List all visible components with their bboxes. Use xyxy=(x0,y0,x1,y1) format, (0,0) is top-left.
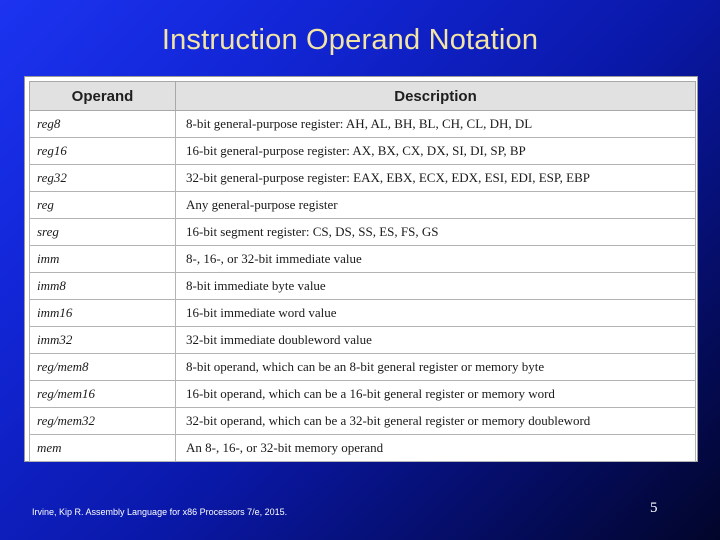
operand-cell: reg xyxy=(30,192,176,219)
table-row xyxy=(30,192,696,219)
description-cell: 32-bit immediate doubleword value xyxy=(176,327,696,354)
table-row xyxy=(30,408,696,435)
description-cell: An 8-, 16-, or 32-bit memory operand xyxy=(176,435,696,462)
operand-cell: mem xyxy=(30,435,176,462)
description-cell: 8-, 16-, or 32-bit immediate value xyxy=(176,246,696,273)
table-row xyxy=(30,111,696,138)
operand-notation-table xyxy=(29,81,696,462)
description-cell: 16-bit segment register: CS, DS, SS, ES, FS, GS xyxy=(176,219,696,246)
operand-cell: reg/mem16 xyxy=(30,381,176,408)
table-row xyxy=(30,138,696,165)
description-cell: 8-bit operand, which can be an 8-bit general register or memory byte xyxy=(176,354,696,381)
operand-cell: reg8 xyxy=(30,111,176,138)
table-row xyxy=(30,219,696,246)
description-cell: 8-bit immediate byte value xyxy=(176,273,696,300)
table-row xyxy=(30,327,696,354)
description-cell: 32-bit operand, which can be a 32-bit general register or memory doubleword xyxy=(176,408,696,435)
operand-cell: imm xyxy=(30,246,176,273)
description-cell: Any general-purpose register xyxy=(176,192,696,219)
description-cell: 8-bit general-purpose register: AH, AL, BH, BL, CH, CL, DH, DL xyxy=(176,111,696,138)
description-cell: 16-bit operand, which can be a 16-bit general register or memory word xyxy=(176,381,696,408)
operand-cell: reg32 xyxy=(30,165,176,192)
header-description: Description xyxy=(176,82,696,111)
citation-footer: Irvine, Kip R. Assembly Language for x86 Processors 7/e, 2015. xyxy=(32,507,288,517)
operand-table-frame xyxy=(24,76,698,462)
operand-cell: sreg xyxy=(30,219,176,246)
description-cell: 32-bit general-purpose register: EAX, EBX, ECX, EDX, ESI, EDI, ESP, EBP xyxy=(176,165,696,192)
page-number: 5 xyxy=(650,500,658,516)
operand-cell: reg16 xyxy=(30,138,176,165)
table-row xyxy=(30,300,696,327)
operand-cell: reg/mem32 xyxy=(30,408,176,435)
table-row xyxy=(30,246,696,273)
description-cell: 16-bit general-purpose register: AX, BX, CX, DX, SI, DI, SP, BP xyxy=(176,138,696,165)
operand-cell: reg/mem8 xyxy=(30,354,176,381)
table-row xyxy=(30,354,696,381)
table-row xyxy=(30,273,696,300)
table-row xyxy=(30,435,696,462)
operand-cell: imm32 xyxy=(30,327,176,354)
table-row xyxy=(30,165,696,192)
operand-cell: imm8 xyxy=(30,273,176,300)
header-operand: Operand xyxy=(30,82,176,111)
table-header-row xyxy=(30,82,696,111)
table-row xyxy=(30,381,696,408)
slide-title: Instruction Operand Notation xyxy=(161,24,539,56)
operand-cell: imm16 xyxy=(30,300,176,327)
description-cell: 16-bit immediate word value xyxy=(176,300,696,327)
